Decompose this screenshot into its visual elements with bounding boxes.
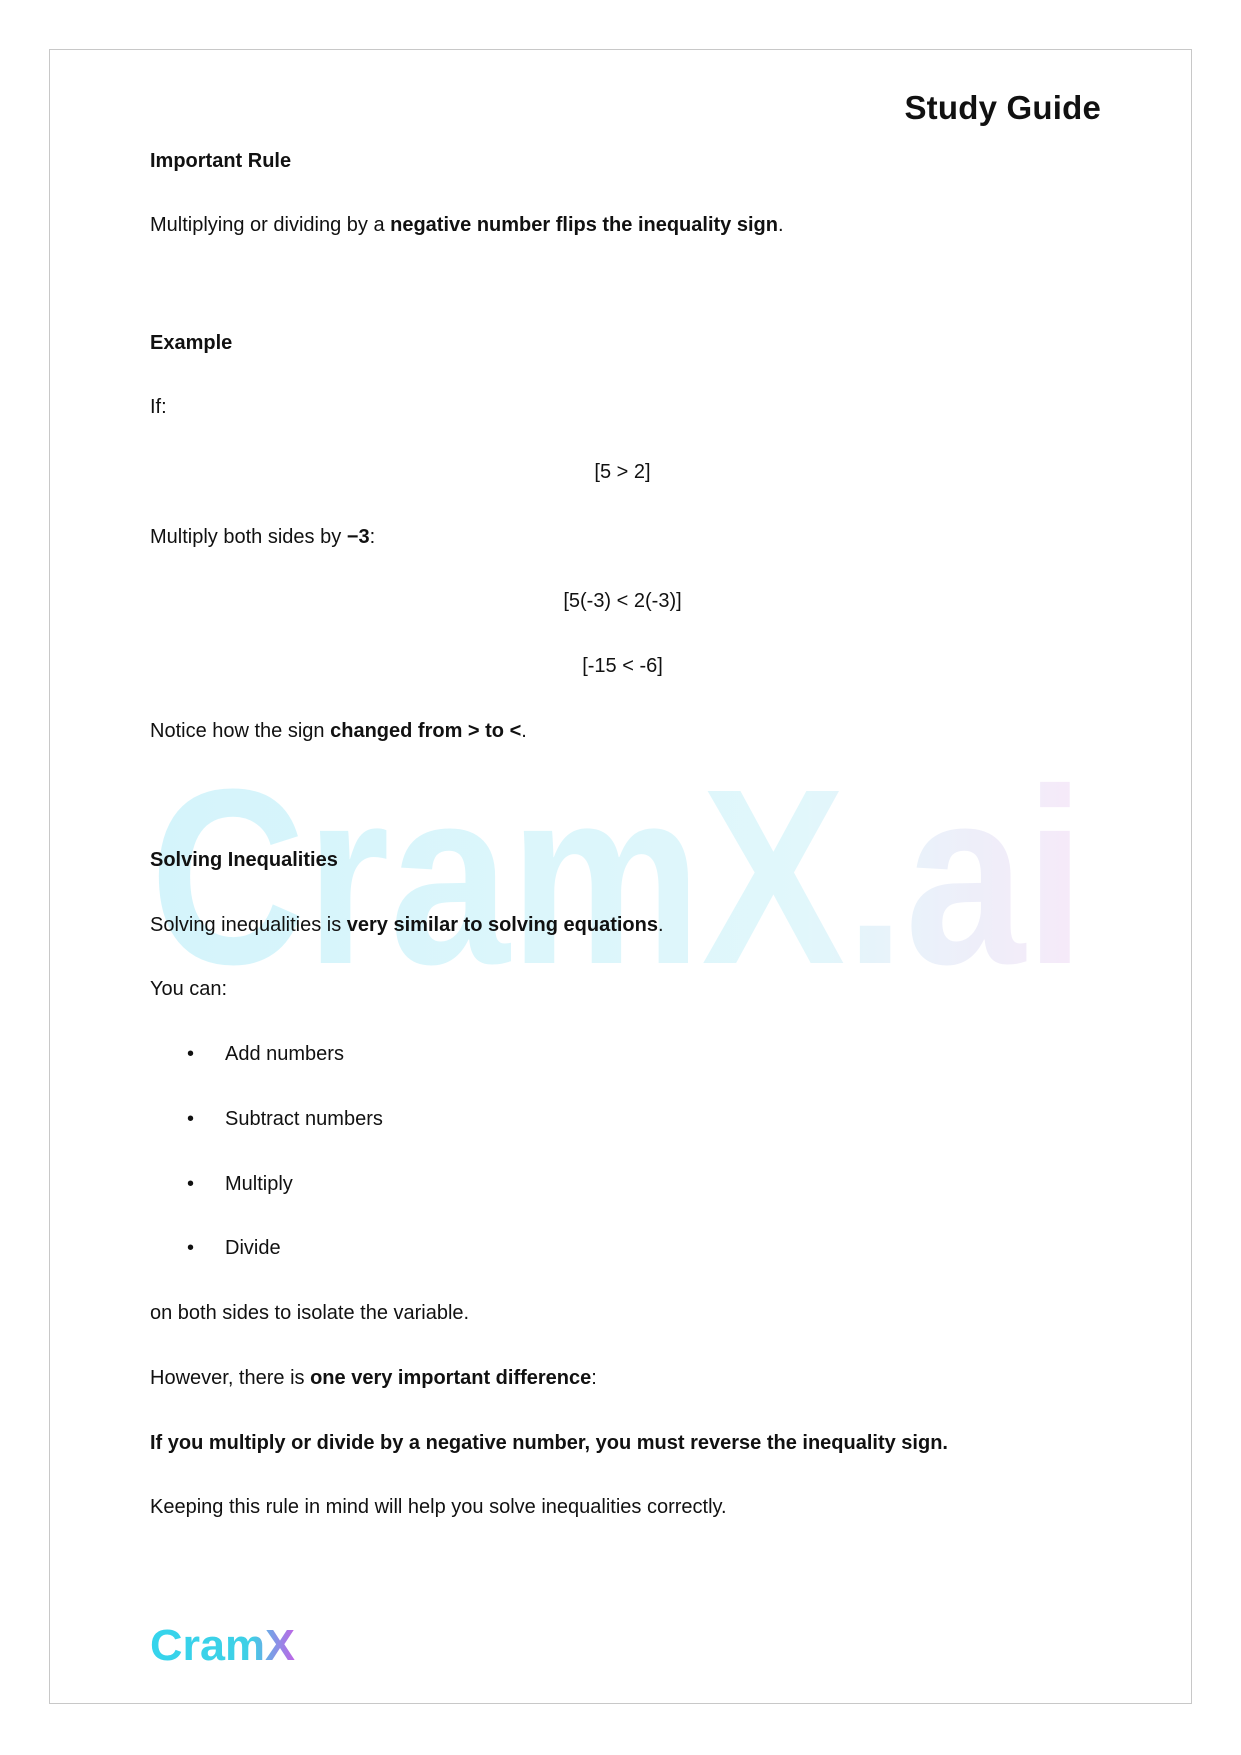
notice-paragraph: Notice how the sign changed from > to <. [150, 720, 527, 742]
section-heading-solving-inequalities: Solving Inequalities [150, 849, 338, 871]
logo-text: CramX [150, 1622, 295, 1668]
rule-paragraph: Multiplying or dividing by a negative number flips the inequality sign. [150, 214, 784, 236]
list-item: Divide [225, 1237, 281, 1259]
document-page [49, 49, 1192, 1704]
both-sides-paragraph: on both sides to isolate the variable. [150, 1302, 470, 1324]
if-label: If: [150, 396, 167, 418]
equation-3: [-15 < -6] [582, 655, 663, 677]
cramx-logo [150, 1622, 300, 1668]
section-heading-important-rule: Important Rule [150, 150, 292, 172]
multiply-paragraph: Multiply both sides by −3: [150, 526, 376, 548]
closing-paragraph: Keeping this rule in mind will help you solve inequalities correctly. [150, 1496, 727, 1518]
solving-intro-paragraph: Solving inequalities is very similar to solving equations. [150, 914, 664, 936]
list-item: Multiply [225, 1173, 293, 1195]
however-paragraph: However, there is one very important difference: [150, 1367, 597, 1389]
watermark-text: CramX.ai [150, 758, 1085, 998]
page-title: Study Guide [904, 89, 1101, 126]
equation-2: [5(-3) < 2(-3)] [563, 590, 682, 612]
section-heading-example: Example [150, 332, 233, 354]
equation-1: [5 > 2] [594, 461, 651, 483]
warning-paragraph: If you multiply or divide by a negative number, you must reverse the inequality sign. [150, 1432, 948, 1454]
list-item: Add numbers [225, 1043, 344, 1065]
bullet-marker: • [187, 1173, 195, 1195]
you-can-label: You can: [150, 978, 228, 1000]
list-item: Subtract numbers [225, 1108, 383, 1130]
bullet-marker: • [187, 1043, 195, 1065]
bullet-marker: • [187, 1237, 195, 1259]
bullet-marker: • [187, 1108, 195, 1130]
